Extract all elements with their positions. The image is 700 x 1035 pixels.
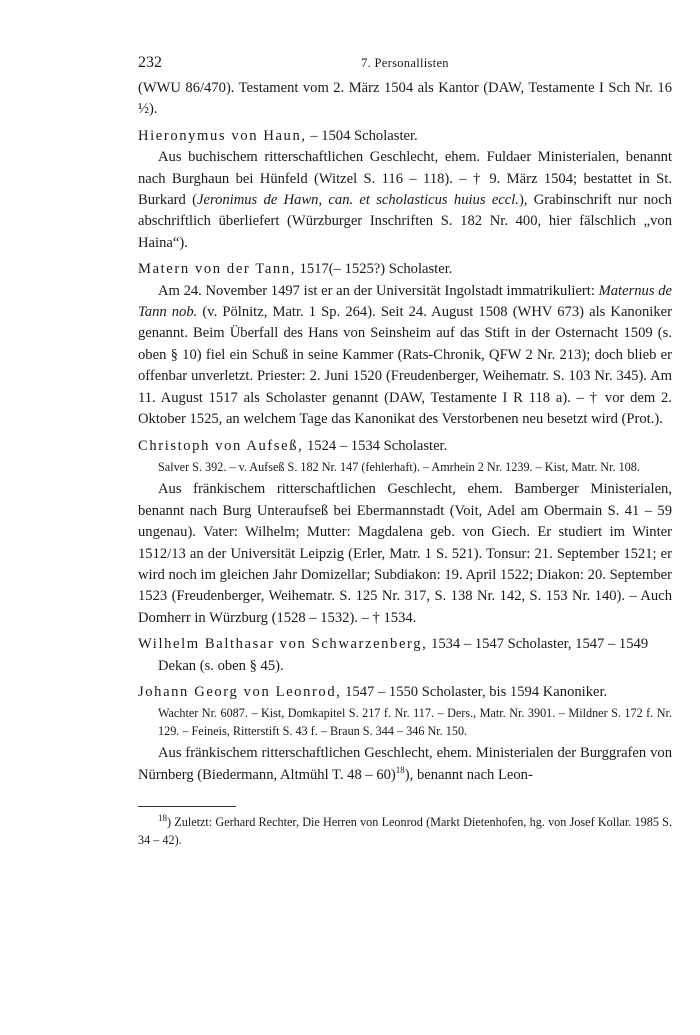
- entry-role: 1534 – 1547 Scholaster, 1547 – 1549 Dekan (s. oben § 45).: [158, 636, 649, 674]
- entry-name: Christoph von Aufseß,: [138, 437, 304, 454]
- footnote-reference: 18: [395, 764, 405, 775]
- entry-name: Matern von der Tann,: [138, 261, 296, 278]
- text-run: (v. Pölnitz, Matr. 1 Sp. 264). Seit 24. August 1508 (WHV 673) als Kanoniker genannt. Beim Überfall des Hans von Seinsheim auf das Stift in der Osternacht 1509 (s. oben § 10) fiel ein Schuß in seine Kammer (Rats-Chronik, QFW 2 Nr. 213); doch blieb er offenbar unverletzt. Priester: 2. Juni 1520 (Freudenberger, Weihematr. S. 103 Nr. 345). Am 11. August 1517 als Scholaster genannt (DAW, Testamente I R 118 a). – † vor dem 2. Oktober 1525, an welchem Tage das Kanonikat des Verstorbenen neu besetzt wird (Prot.).: [138, 304, 672, 428]
- entry-paragraph: [138, 281, 672, 431]
- document-page: [138, 54, 672, 849]
- bibliography-note: Wachter Nr. 6087. – Kist, Domkapitel S. 217 f. Nr. 117. – Ders., Matr. Nr. 3901. – Mildner S. 172 f. Nr. 129. – Feineis, Ritterstift S. 43 f. – Braun S. 344 – 346 Nr. 150.: [158, 706, 672, 738]
- text-run: Am 24. November 1497 ist er an der Universität Ingolstadt immatrikuliert:: [158, 282, 599, 299]
- paragraph-continuation: (WWU 86/470). Testament vom 2. März 1504 als Kantor (DAW, Testamente I Sch Nr. 16 ½).: [138, 80, 672, 118]
- entry-heading: [138, 634, 672, 677]
- footnote-mark: 18: [158, 812, 167, 823]
- entry-name: Johann Georg von Leonrod,: [138, 683, 342, 700]
- entry-role: 1547 – 1550 Scholaster, bis 1594 Kanoniker.: [341, 683, 608, 700]
- page-number: 232: [138, 54, 162, 71]
- entry-role: 1524 – 1534 Scholaster.: [303, 437, 448, 454]
- latin-quote: Jeronimus de Hawn, can. et scholasticus huius eccl.: [196, 192, 519, 209]
- entry-name: Hieronymus von Haun,: [138, 127, 307, 144]
- text-run: ), benannt nach Leon-: [404, 766, 533, 783]
- entry-paragraph: Aus fränkischem ritterschaftlichen Geschlecht, ehem. Bamberger Ministerialen, benannt nach Burg Unteraufseß bei Ebermannstadt (Voit, Adel am Obermain S. 41 – 59 ungenau). Vater: Wilhelm; Mutter: Magdalena geb. von Giech. Er studiert im Winter 1512/13 an der Universität Leipzig (Erler, Matr. 1 S. 521). Tonsur: 21. September 1521; er wird noch im gleichen Jahr Domizellar; Subdiakon: 19. April 1522; Diakon: 20. September 1523 (Freudenberger, Weihematr. S. 125 Nr. 317, S. 138 Nr. 142, S. 153 Nr. 140). – Auch Domherr in Würzburg (1528 – 1532). – † 1534.: [138, 481, 672, 626]
- entry-heading: [138, 259, 672, 280]
- entry-paragraph: [138, 147, 672, 254]
- entry-paragraph: [138, 743, 672, 786]
- bibliography-note: Salver S. 392. – v. Aufseß S. 182 Nr. 147 (fehlerhaft). – Amrhein 2 Nr. 1239. – Kist, Matr. Nr. 108.: [158, 459, 640, 474]
- entry-heading: [138, 436, 672, 457]
- footnote-text: ) Zuletzt: Gerhard Rechter, Die Herren von Leonrod (Markt Dietenhofen, hg. von Josef Kollar. 1985 S. 34 – 42).: [138, 815, 672, 847]
- entry-role: 1517(– 1525?) Scholaster.: [295, 261, 453, 278]
- text-run: Aus buchischem ritterschaftlichen Geschlecht, ehem. Fuldaer Ministerialen, benannt nach Burghaun bei Hünfeld (Witzel S. 116 – 118). – † 9. März 1504; bestattet in St. Burkard (: [138, 149, 672, 209]
- latin-quote: Maternus de Tann nob.: [138, 282, 672, 321]
- footnote: [138, 813, 672, 849]
- text-run: Aus fränkischem ritterschaftlichen Geschlecht, ehem. Ministerialen der Burggrafen von Nürnberg (Biedermann, Altmühl T. 48 – 60): [138, 745, 672, 783]
- footnote-divider: [138, 806, 236, 807]
- entry-heading: [138, 126, 672, 147]
- entry-role: – 1504 Scholaster.: [306, 127, 418, 144]
- text-run: ), Grabinschrift nur noch abschriftlich überliefert (Würzburger Inschriften S. 182 Nr. 400, hier fälschlich „von Haina“).: [138, 192, 672, 251]
- entry-name: Wilhelm Balthasar von Schwarzenberg,: [138, 636, 428, 653]
- page-header: [138, 54, 672, 78]
- running-title: 7. Personallisten: [361, 56, 449, 70]
- entry-heading: [138, 682, 672, 703]
